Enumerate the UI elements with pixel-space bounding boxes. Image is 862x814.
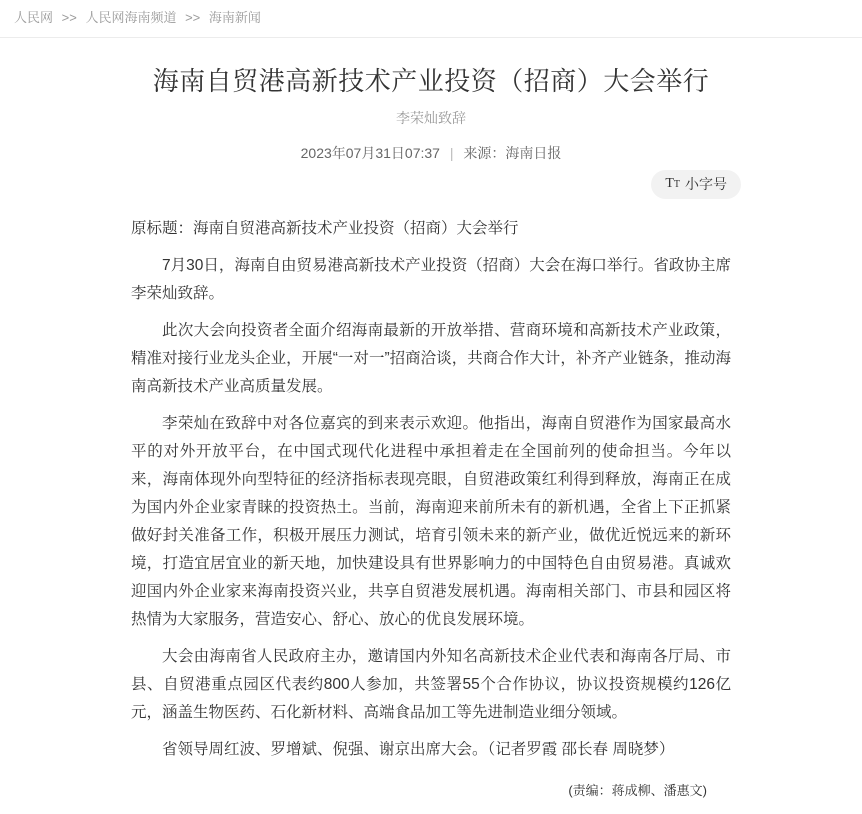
article-body: [131, 215, 731, 764]
breadcrumb-item-peoples-net[interactable]: 人民网: [14, 10, 54, 25]
article-paragraph: 李荣灿在致辞中对各位嘉宾的到来表示欢迎。他指出，海南自贸港作为国家最高水平的对外开放平台，在中国式现代化进程中承担着走在全国前列的使命担当。今年以来，海南体现外向型特征的经济指标表现亮眼，自贸港政策红利得到释放，海南正在成为国内外企业家青睐的投资热土。当前，海南迎来前所未有的新机遇，全省上下正抓紧做好封关准备工作，积极开展压力测试，培育引领未来的新产业，做优近悦远来的新环境，打造宜居宜业的新天地，加快建设具有世界影响力的中国特色自由贸易港。真诚欢迎国内外企业家来海南投资兴业，共享自贸港发展机遇。海南相关部门、市县和园区将热情为大家服务，营造安心、舒心、放心的优良发展环境。: [131, 415, 731, 628]
article-meta: [121, 143, 741, 163]
article-paragraph: 大会由海南省人民政府主办，邀请国内外知名高新技术企业代表和海南各厅局、市县、自贸港重点园区代表约800人参加，共签署55个合作协议，协议投资规模约126亿元，涵盖生物医药、石化新材料、高端食品加工等先进制造业细分领域。: [131, 648, 731, 721]
article-paragraph: 此次大会向投资者全面介绍海南最新的开放举措、营商环境和高新技术产业政策，精准对接行业龙头企业，开展“一对一”招商洽谈，共商合作大计，补齐产业链条，推动海南高新技术产业高质量发展。: [131, 322, 731, 395]
breadcrumb-separator: >>: [185, 10, 201, 25]
article-header: [121, 63, 741, 199]
publish-time: 2023年07月31日07:37: [300, 145, 440, 161]
article-paragraph: 省领导周红波、罗增斌、倪强、谢京出席大会。（记者罗霞 邵长春 周晓梦）: [162, 741, 675, 758]
source-label: 来源：: [463, 145, 506, 161]
article-toolbar: [121, 169, 741, 199]
article-paragraph: 7月30日，海南自由贸易港高新技术产业投资（招商）大会在海口举行。省政协主席李荣灿致辞。: [131, 257, 731, 302]
article-title: 海南自贸港高新技术产业投资（招商）大会举行: [152, 66, 710, 96]
article-paragraph: 原标题：海南自贸港高新技术产业投资（招商）大会举行: [131, 220, 519, 237]
meta-separator: |: [449, 145, 454, 161]
font-size-button[interactable]: [651, 170, 741, 199]
breadcrumb-item-hainan-channel[interactable]: 人民网海南频道: [85, 10, 177, 25]
font-size-icon: TT: [665, 175, 680, 191]
editor-note: (责编：蒋成柳、潘惠文): [568, 783, 707, 798]
article-subtitle: 李荣灿致辞: [396, 110, 466, 126]
breadcrumb-separator: >>: [61, 10, 77, 25]
source-name: 海南日报: [505, 145, 562, 161]
breadcrumb: [0, 0, 862, 38]
font-size-button-label: 小字号: [685, 176, 727, 192]
breadcrumb-item-hainan-news[interactable]: 海南新闻: [208, 10, 261, 25]
